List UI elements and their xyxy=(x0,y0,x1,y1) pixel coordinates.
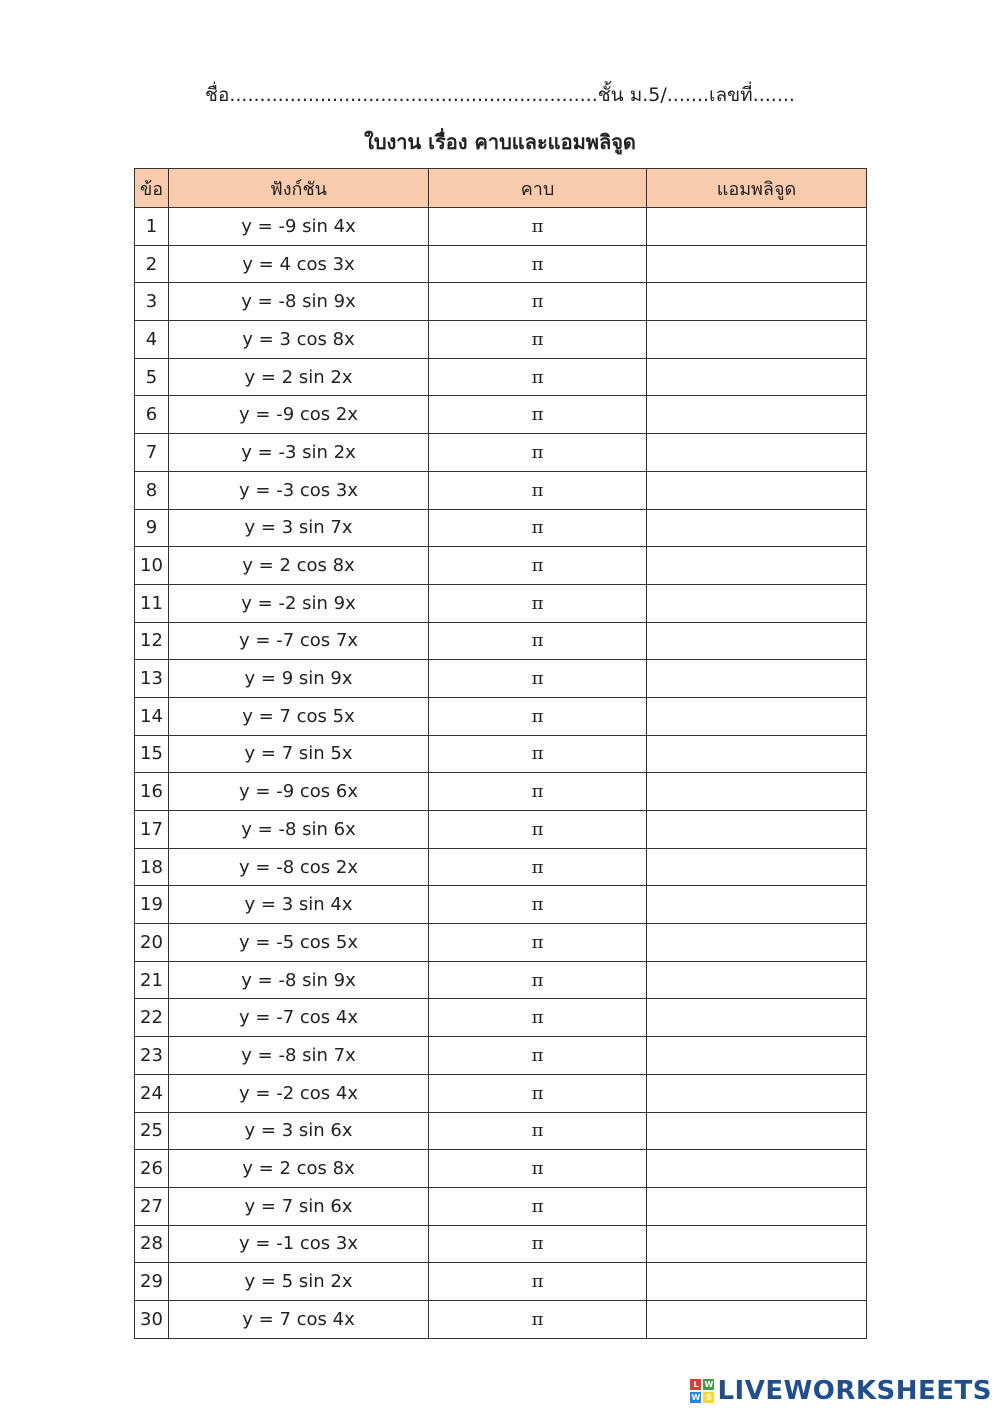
amplitude-answer-cell[interactable] xyxy=(647,886,867,924)
worksheet-title: ใบงาน เรื่อง คาบและแอมพลิจูด xyxy=(364,130,636,154)
amplitude-answer-cell[interactable] xyxy=(647,584,867,622)
amplitude-answer-cell[interactable] xyxy=(647,848,867,886)
amplitude-answer-cell[interactable] xyxy=(647,321,867,359)
row-number: 26 xyxy=(135,1150,169,1188)
table-row xyxy=(135,1112,867,1150)
function-cell: y = -9 sin 4x xyxy=(169,208,429,246)
function-cell: y = 2 sin 2x xyxy=(169,358,429,396)
period-cell: π xyxy=(429,924,647,962)
function-cell: y = -3 cos 3x xyxy=(169,471,429,509)
table-row xyxy=(135,1187,867,1225)
row-number: 30 xyxy=(135,1300,169,1338)
period-cell: π xyxy=(429,1150,647,1188)
liveworksheets-logo xyxy=(690,1377,992,1405)
table-row xyxy=(135,735,867,773)
row-number: 12 xyxy=(135,622,169,660)
period-cell: π xyxy=(429,660,647,698)
amplitude-answer-cell[interactable] xyxy=(647,1225,867,1263)
amplitude-answer-cell[interactable] xyxy=(647,471,867,509)
table-row xyxy=(135,509,867,547)
period-cell: π xyxy=(429,471,647,509)
table-row xyxy=(135,547,867,585)
row-number: 29 xyxy=(135,1263,169,1301)
period-cell: π xyxy=(429,1300,647,1338)
period-cell: π xyxy=(429,1112,647,1150)
row-number: 19 xyxy=(135,886,169,924)
amplitude-answer-cell[interactable] xyxy=(647,961,867,999)
period-cell: π xyxy=(429,321,647,359)
row-number: 7 xyxy=(135,434,169,472)
function-cell: y = 5 sin 2x xyxy=(169,1263,429,1301)
logo-mark-tile: W xyxy=(704,1380,714,1389)
function-cell: y = -8 cos 2x xyxy=(169,848,429,886)
logo-mark-tile: S xyxy=(703,1392,714,1403)
row-number: 10 xyxy=(135,547,169,585)
function-cell: y = -5 cos 5x xyxy=(169,924,429,962)
function-cell: y = 7 cos 5x xyxy=(169,697,429,735)
row-number: 8 xyxy=(135,471,169,509)
table-row xyxy=(135,584,867,622)
column-header-amplitude: แอมพลิจูด xyxy=(647,169,867,208)
row-number: 15 xyxy=(135,735,169,773)
table-row xyxy=(135,358,867,396)
table-row xyxy=(135,961,867,999)
period-cell: π xyxy=(429,396,647,434)
table-row xyxy=(135,999,867,1037)
amplitude-answer-cell[interactable] xyxy=(647,283,867,321)
period-cell: π xyxy=(429,1037,647,1075)
worksheet-table xyxy=(134,168,867,1339)
amplitude-answer-cell[interactable] xyxy=(647,509,867,547)
amplitude-answer-cell[interactable] xyxy=(647,622,867,660)
function-cell: y = 3 cos 8x xyxy=(169,321,429,359)
column-header-number: ข้อ xyxy=(135,169,169,208)
row-number: 17 xyxy=(135,811,169,849)
function-cell: y = -2 cos 4x xyxy=(169,1074,429,1112)
table-row xyxy=(135,1225,867,1263)
row-number: 24 xyxy=(135,1074,169,1112)
table-row xyxy=(135,622,867,660)
period-cell: π xyxy=(429,1263,647,1301)
table-row xyxy=(135,886,867,924)
function-cell: y = -2 sin 9x xyxy=(169,584,429,622)
period-cell: π xyxy=(429,735,647,773)
table-row xyxy=(135,245,867,283)
period-cell: π xyxy=(429,434,647,472)
amplitude-answer-cell[interactable] xyxy=(647,999,867,1037)
student-info-line: ชื่อ.............................................................ชั้น ม.5/.......เลขที่....... xyxy=(205,84,795,106)
table-row xyxy=(135,434,867,472)
function-cell: y = 4 cos 3x xyxy=(169,245,429,283)
row-number: 23 xyxy=(135,1037,169,1075)
function-cell: y = -9 cos 2x xyxy=(169,396,429,434)
amplitude-answer-cell[interactable] xyxy=(647,1074,867,1112)
table-row xyxy=(135,811,867,849)
table-row xyxy=(135,1037,867,1075)
amplitude-answer-cell[interactable] xyxy=(647,245,867,283)
function-cell: y = 7 cos 4x xyxy=(169,1300,429,1338)
amplitude-answer-cell[interactable] xyxy=(647,924,867,962)
amplitude-answer-cell[interactable] xyxy=(647,396,867,434)
column-header-function: ฟังก์ชัน xyxy=(169,169,429,208)
table-row xyxy=(135,1150,867,1188)
amplitude-answer-cell[interactable] xyxy=(647,1150,867,1188)
amplitude-answer-cell[interactable] xyxy=(647,1300,867,1338)
period-cell: π xyxy=(429,509,647,547)
amplitude-answer-cell[interactable] xyxy=(647,811,867,849)
amplitude-answer-cell[interactable] xyxy=(647,547,867,585)
period-cell: π xyxy=(429,886,647,924)
table-row xyxy=(135,660,867,698)
row-number: 2 xyxy=(135,245,169,283)
amplitude-answer-cell[interactable] xyxy=(647,660,867,698)
table-row xyxy=(135,283,867,321)
function-cell: y = 9 sin 9x xyxy=(169,660,429,698)
amplitude-answer-cell[interactable] xyxy=(647,1037,867,1075)
period-cell: π xyxy=(429,999,647,1037)
row-number: 6 xyxy=(135,396,169,434)
period-cell: π xyxy=(429,245,647,283)
function-cell: y = -8 sin 7x xyxy=(169,1037,429,1075)
period-cell: π xyxy=(429,1074,647,1112)
period-cell: π xyxy=(429,773,647,811)
row-number: 4 xyxy=(135,321,169,359)
row-number: 20 xyxy=(135,924,169,962)
function-cell: y = 3 sin 7x xyxy=(169,509,429,547)
amplitude-answer-cell[interactable] xyxy=(647,773,867,811)
table-row xyxy=(135,697,867,735)
row-number: 22 xyxy=(135,999,169,1037)
function-cell: y = -8 sin 9x xyxy=(169,283,429,321)
table-row xyxy=(135,924,867,962)
amplitude-answer-cell[interactable] xyxy=(647,208,867,246)
function-cell: y = -1 cos 3x xyxy=(169,1225,429,1263)
period-cell: π xyxy=(429,547,647,585)
table-row xyxy=(135,1074,867,1112)
row-number: 27 xyxy=(135,1187,169,1225)
row-number: 13 xyxy=(135,660,169,698)
row-number: 16 xyxy=(135,773,169,811)
table-row xyxy=(135,773,867,811)
function-cell: y = 7 sin 5x xyxy=(169,735,429,773)
amplitude-answer-cell[interactable] xyxy=(647,697,867,735)
table-row xyxy=(135,848,867,886)
amplitude-answer-cell[interactable] xyxy=(647,735,867,773)
period-cell: π xyxy=(429,1187,647,1225)
row-number: 5 xyxy=(135,358,169,396)
function-cell: y = 2 cos 8x xyxy=(169,1150,429,1188)
row-number: 25 xyxy=(135,1112,169,1150)
period-cell: π xyxy=(429,283,647,321)
table-row xyxy=(135,321,867,359)
table-row xyxy=(135,471,867,509)
function-cell: y = 7 sin 6x xyxy=(169,1187,429,1225)
amplitude-answer-cell[interactable] xyxy=(647,1112,867,1150)
period-cell: π xyxy=(429,584,647,622)
function-cell: y = 2 cos 8x xyxy=(169,547,429,585)
amplitude-answer-cell[interactable] xyxy=(647,1263,867,1301)
function-cell: y = -7 cos 4x xyxy=(169,999,429,1037)
period-cell: π xyxy=(429,622,647,660)
row-number: 28 xyxy=(135,1225,169,1263)
table-row xyxy=(135,396,867,434)
amplitude-answer-cell[interactable] xyxy=(647,434,867,472)
function-cell: y = -7 cos 7x xyxy=(169,622,429,660)
amplitude-answer-cell[interactable] xyxy=(647,358,867,396)
row-number: 1 xyxy=(135,208,169,246)
table-row xyxy=(135,208,867,246)
period-cell: π xyxy=(429,848,647,886)
liveworksheets-logo-text: LIVEWORKSHEETS xyxy=(717,1376,992,1406)
period-cell: π xyxy=(429,811,647,849)
column-header-period: คาบ xyxy=(429,169,647,208)
row-number: 9 xyxy=(135,509,169,547)
row-number: 3 xyxy=(135,283,169,321)
row-number: 11 xyxy=(135,584,169,622)
period-cell: π xyxy=(429,208,647,246)
logo-mark-tile: L xyxy=(690,1379,701,1390)
function-cell: y = 3 sin 6x xyxy=(169,1112,429,1150)
table-row xyxy=(135,1263,867,1301)
function-cell: y = -8 sin 9x xyxy=(169,961,429,999)
period-cell: π xyxy=(429,358,647,396)
function-cell: y = -8 sin 6x xyxy=(169,811,429,849)
amplitude-answer-cell[interactable] xyxy=(647,1187,867,1225)
period-cell: π xyxy=(429,961,647,999)
period-cell: π xyxy=(429,1225,647,1263)
row-number: 14 xyxy=(135,697,169,735)
liveworksheets-logo-mark xyxy=(690,1379,714,1403)
table-header-row xyxy=(135,169,867,208)
logo-mark-tile: W xyxy=(691,1393,701,1402)
row-number: 18 xyxy=(135,848,169,886)
row-number: 21 xyxy=(135,961,169,999)
table-row xyxy=(135,1300,867,1338)
function-cell: y = -9 cos 6x xyxy=(169,773,429,811)
function-cell: y = 3 sin 4x xyxy=(169,886,429,924)
function-cell: y = -3 sin 2x xyxy=(169,434,429,472)
period-cell: π xyxy=(429,697,647,735)
